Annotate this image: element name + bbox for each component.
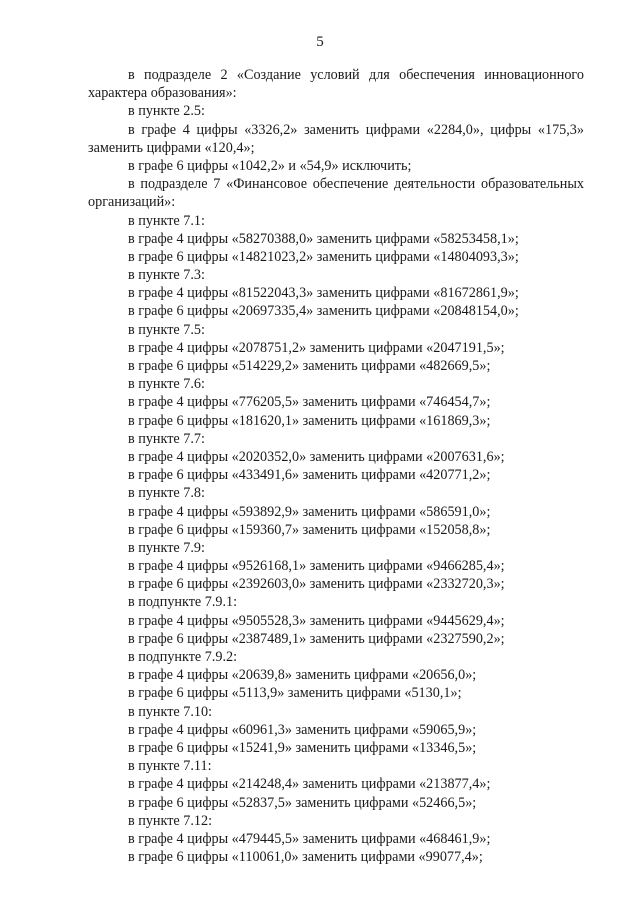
text-line: в графе 6 цифры «15241,9» заменить цифрами «13346,5»;	[128, 739, 477, 756]
text-line: в графе 4 цифры «776205,5» заменить цифрами «746454,7»;	[128, 394, 491, 411]
text-line: в графе 4 цифры «81522043,3» заменить цифрами «81672861,9»;	[128, 285, 519, 302]
text-line: в графе 4 цифры «479445,5» заменить цифрами «468461,9»;	[128, 830, 491, 847]
text-line: характера образования»:	[88, 85, 237, 102]
text-line: в графе 6 цифры «52837,5» заменить цифрами «52466,5»;	[128, 794, 477, 811]
text-line: в графе 6 цифры «433491,6» заменить цифрами «420771,2»;	[128, 467, 491, 484]
text-line: в пункте 7.8:	[128, 485, 205, 502]
text-line: в графе 6 цифры «110061,0» заменить цифрами «99077,4»;	[128, 849, 483, 866]
text-line: в графе 4 цифры «60961,3» заменить цифрами «59065,9»;	[128, 721, 477, 738]
text-line: в подпункте 7.9.2:	[128, 649, 238, 665]
text-line: в графе 4 цифры «58270388,0» заменить цифрами «58253458,1»;	[128, 230, 519, 247]
text-line: в пункте 7.5:	[128, 321, 205, 338]
text-line: в графе 4 цифры «20639,8» заменить цифрами «20656,0»;	[128, 667, 477, 684]
text-line: в пункте 7.10:	[128, 703, 213, 720]
text-line: в пункте 7.9:	[128, 539, 205, 556]
text-line: в пункте 7.7:	[128, 430, 205, 447]
text-line: в графе 6 цифры «5113,9» заменить цифрами «5130,1»;	[128, 685, 462, 702]
text-line: в пункте 7.3:	[128, 267, 205, 284]
text-line: в графе 6 цифры «14821023,2» заменить цифрами «14804093,3»;	[128, 248, 519, 265]
text-line: в графе 4 цифры «593892,9» заменить цифрами «586591,0»;	[128, 503, 491, 520]
text-line: в пункте 7.11:	[128, 758, 212, 775]
text-line: в графе 6 цифры «20697335,4» заменить цифрами «20848154,0»;	[128, 303, 519, 320]
text-line: в пункте 2.5:	[128, 103, 205, 120]
text-line: в подразделе 2 «Создание условий для обеспечения инновационного	[128, 67, 584, 83]
text-line: заменить цифрами «120,4»;	[88, 139, 255, 156]
text-line: в пункте 7.6:	[128, 376, 205, 393]
text-line: организаций»:	[88, 194, 176, 211]
text-line: в графе 4 цифры «9505528,3» заменить цифрами «9445629,4»;	[128, 612, 505, 629]
document-body	[88, 66, 584, 866]
page-number: 5	[316, 34, 324, 50]
text-line: в графе 6 цифры «2387489,1» заменить цифрами «2327590,2»;	[128, 630, 505, 647]
text-line: в пункте 7.12:	[128, 812, 213, 829]
text-line: в графе 6 цифры «181620,1» заменить цифрами «161869,3»;	[128, 412, 491, 429]
text-line: в подпункте 7.9.1:	[128, 594, 238, 611]
text-line: в графе 4 цифры «214248,4» заменить цифрами «213877,4»;	[128, 776, 491, 793]
text-line: в пункте 7.1:	[128, 212, 205, 229]
text-line: в графе 6 цифры «514229,2» заменить цифрами «482669,5»;	[128, 358, 491, 374]
text-line: в подразделе 7 «Финансовое обеспечение деятельности образовательных	[128, 176, 584, 193]
text-line: в графе 6 цифры «1042,2» и «54,9» исключить;	[128, 157, 412, 174]
text-line: в графе 4 цифры «2078751,2» заменить цифрами «2047191,5»;	[128, 339, 505, 356]
text-line: в графе 4 цифры «9526168,1» заменить цифрами «9466285,4»;	[128, 558, 505, 575]
text-line: в графе 6 цифры «2392603,0» заменить цифрами «2332720,3»;	[128, 576, 505, 593]
text-line: в графе 6 цифры «159360,7» заменить цифрами «152058,8»;	[128, 521, 491, 538]
text-line: в графе 4 цифры «3326,2» заменить цифрами «2284,0», цифры «175,3»	[128, 121, 584, 138]
text-line: в графе 4 цифры «2020352,0» заменить цифрами «2007631,6»;	[128, 448, 505, 465]
